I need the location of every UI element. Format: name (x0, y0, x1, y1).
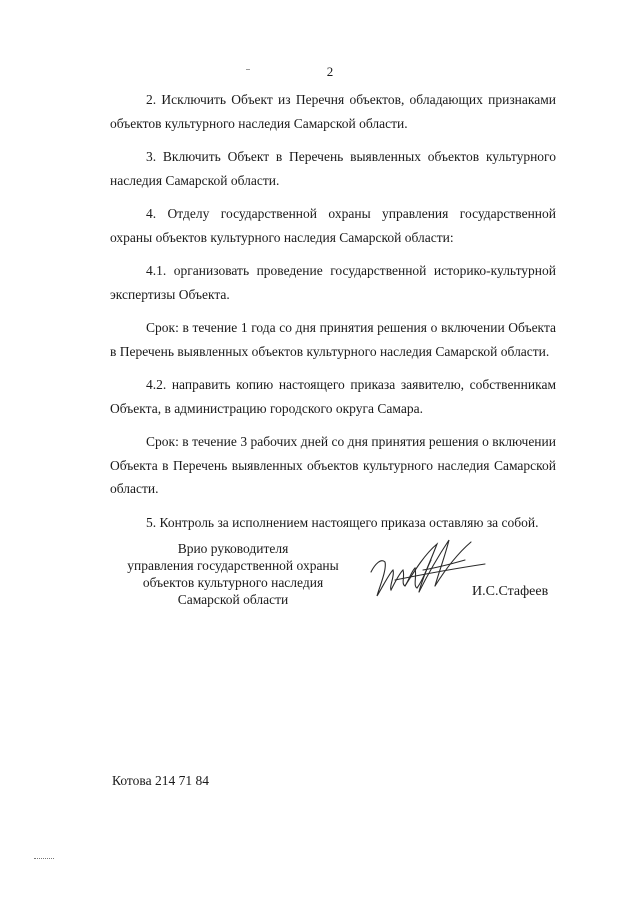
signer-title-line: Самарской области (177, 592, 289, 607)
handwritten-signature (365, 530, 495, 614)
page-number: 2 (326, 64, 334, 79)
margin-mark (34, 858, 54, 859)
paragraph-5: 5. Контроль за исполнением настоящего приказа оставляю за собой. (146, 514, 539, 530)
deadline-4-2: Срок: в течение 3 рабочих дней со дня принятия решения о включении Объекта в Перечень выявленных объектов культурного наследия Самарской области. (110, 434, 556, 496)
speck-mark (246, 69, 250, 70)
signer-title-line: Врио руководителя (177, 541, 289, 556)
paragraph-2: 2. Исключить Объект из Перечня объектов, обладающих признаками объектов культурного наследия Самарской области. (110, 92, 556, 131)
paragraph-3: 3. Включить Объект в Перечень выявленных объектов культурного наследия Самарской области. (110, 149, 556, 188)
paragraph-4: 4. Отделу государственной охраны управления государственной охраны объектов культурного наследия Самарской области: (110, 206, 556, 245)
paragraph-4-2: 4.2. направить копию настоящего приказа заявителю, собственникам Объекта, в администрацию городского округа Самара. (110, 377, 556, 416)
signer-title (108, 540, 358, 608)
signer-title-line: объектов культурного наследия (142, 575, 324, 590)
paragraph-4-1: 4.1. организовать проведение государственной историко-культурной экспертизы Объекта. (110, 263, 556, 302)
signer-name: И.С.Стафеев (472, 584, 549, 599)
document-body (110, 88, 556, 544)
deadline-4-1: Срок: в течение 1 года со дня принятия решения о включении Объекта в Перечень выявленных объектов культурного наследия Самарской области. (110, 320, 556, 359)
executor-contact: Котова 214 71 84 (112, 773, 209, 788)
signer-title-line: управления государственной охраны (127, 558, 339, 573)
